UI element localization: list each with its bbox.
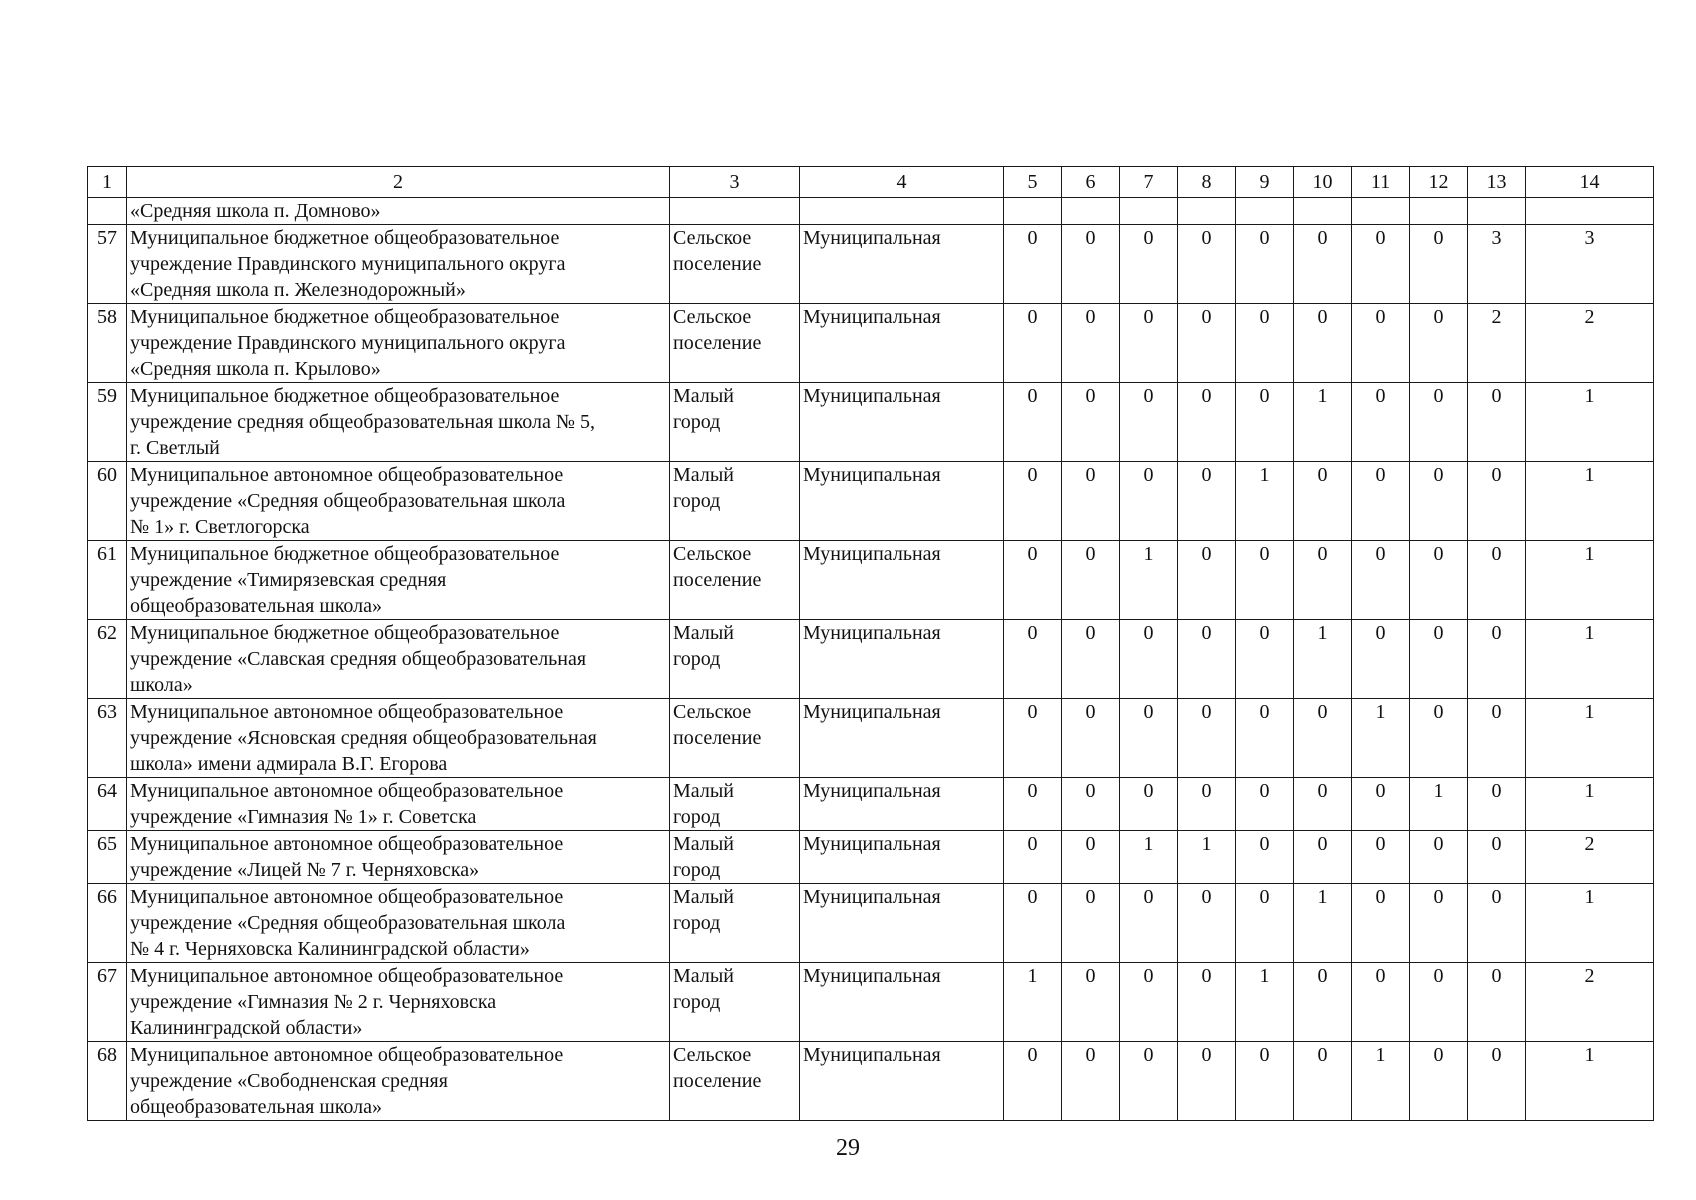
row-number: 61 <box>88 541 127 620</box>
header-cell: 7 <box>1120 167 1178 198</box>
value-cell: 0 <box>1178 620 1236 699</box>
school-name-line: школа» имени адмирала В.Г. Егорова <box>130 753 448 775</box>
school-name-cell <box>127 778 670 831</box>
school-name-line: Муниципальное автономное общеобразовательное <box>130 886 564 908</box>
value-cell: 0 <box>1236 304 1294 383</box>
value-cell: 0 <box>1120 462 1178 541</box>
school-name-line: учреждение «Славская средняя общеобразовательная <box>130 648 587 670</box>
value-cell: 0 <box>1410 462 1468 541</box>
ownership-form: Муниципальная <box>800 1042 1004 1121</box>
school-name-line: Муниципальное бюджетное общеобразовательное <box>130 543 560 565</box>
school-name-cell <box>127 1042 670 1121</box>
header-cell: 3 <box>670 167 800 198</box>
table-row <box>88 620 1654 699</box>
school-name-line: «Средняя школа п. Крылово» <box>130 358 381 380</box>
settlement-type-cell <box>670 963 800 1042</box>
value-cell: 1 <box>1236 963 1294 1042</box>
value-cell: 0 <box>1236 541 1294 620</box>
settlement-type-cell <box>670 620 800 699</box>
value-cell: 0 <box>1294 699 1352 778</box>
settlement-type-line: Малый <box>673 385 734 407</box>
value-cell: 1 <box>1526 541 1654 620</box>
value-cell: 0 <box>1410 541 1468 620</box>
ownership-form: Муниципальная <box>800 304 1004 383</box>
value-cell: 1 <box>1004 963 1062 1042</box>
value-cell: 0 <box>1004 383 1062 462</box>
school-name-cell <box>127 304 670 383</box>
school-name-line: учреждение «Средняя общеобразовательная школа <box>130 490 566 512</box>
value-cell: 0 <box>1410 699 1468 778</box>
value-cell: 0 <box>1352 831 1410 884</box>
value-cell: 0 <box>1294 963 1352 1042</box>
school-name-line: № 4 г. Черняховска Калининградской области» <box>130 938 530 960</box>
settlement-type-line: город <box>673 991 721 1013</box>
header-cell: 11 <box>1352 167 1410 198</box>
value-cell: 0 <box>1352 541 1410 620</box>
value-cell: 0 <box>1236 383 1294 462</box>
school-name-line: Муниципальное бюджетное общеобразовательное <box>130 227 560 249</box>
value-cell: 0 <box>1352 225 1410 304</box>
school-name-cell <box>127 462 670 541</box>
value-cell: 0 <box>1062 963 1120 1042</box>
settlement-type-cell <box>670 304 800 383</box>
value-cell: 0 <box>1062 778 1120 831</box>
ownership-form: Муниципальная <box>800 963 1004 1042</box>
school-name-cell <box>127 541 670 620</box>
value-cell: 0 <box>1352 620 1410 699</box>
settlement-type-line: город <box>673 490 721 512</box>
table-row <box>88 541 1654 620</box>
value-cell: 0 <box>1236 884 1294 963</box>
value-cell: 0 <box>1062 225 1120 304</box>
value-cell: 0 <box>1062 620 1120 699</box>
settlement-type-line: поселение <box>673 569 762 591</box>
value-cell: 0 <box>1178 462 1236 541</box>
value-cell: 0 <box>1468 462 1526 541</box>
school-name-line: Муниципальное бюджетное общеобразовательное <box>130 622 560 644</box>
ownership-form: Муниципальная <box>800 778 1004 831</box>
value-cell: 0 <box>1352 383 1410 462</box>
header-cell: 9 <box>1236 167 1294 198</box>
ownership-form: Муниципальная <box>800 831 1004 884</box>
settlement-type-line: город <box>673 912 721 934</box>
school-name-line: Муниципальное автономное общеобразовательное <box>130 780 564 802</box>
value-cell: 0 <box>1004 620 1062 699</box>
table-row <box>88 225 1654 304</box>
value-cell: 0 <box>1410 1042 1468 1121</box>
settlement-type-cell <box>670 462 800 541</box>
settlement-type-cell <box>670 225 800 304</box>
school-name-line: учреждение «Лицей № 7 г. Черняховска» <box>130 859 480 881</box>
school-name-cell <box>127 620 670 699</box>
value-cell: 0 <box>1468 699 1526 778</box>
value-cell: 0 <box>1410 963 1468 1042</box>
settlement-type-line: поселение <box>673 332 762 354</box>
value-cell: 0 <box>1410 620 1468 699</box>
value-cell: 0 <box>1004 541 1062 620</box>
school-name-line: учреждение «Средняя общеобразовательная школа <box>130 912 566 934</box>
settlement-type-line: Сельское <box>673 306 752 328</box>
value-cell: 1 <box>1294 884 1352 963</box>
school-name-line: учреждение «Гимназия № 2 г. Черняховска <box>130 991 497 1013</box>
settlement-type-cell <box>670 778 800 831</box>
value-cell: 0 <box>1120 304 1178 383</box>
settlement-type-cell <box>670 699 800 778</box>
settlement-type-line: Сельское <box>673 1044 752 1066</box>
header-cell: 8 <box>1178 167 1236 198</box>
value-cell: 1 <box>1178 831 1236 884</box>
value-cell: 0 <box>1120 1042 1178 1121</box>
school-name-line: Муниципальное автономное общеобразовательное <box>130 701 564 723</box>
value-cell: 3 <box>1526 225 1654 304</box>
school-name-cell <box>127 699 670 778</box>
continuation-text: «Средняя школа п. Домново» <box>127 198 670 225</box>
value-cell: 1 <box>1526 383 1654 462</box>
settlement-type-line: поселение <box>673 727 762 749</box>
value-cell: 0 <box>1468 963 1526 1042</box>
value-cell: 0 <box>1468 383 1526 462</box>
value-cell: 0 <box>1410 831 1468 884</box>
value-cell: 0 <box>1236 1042 1294 1121</box>
school-name-line: учреждение Правдинского муниципального округа <box>130 253 566 275</box>
header-cell: 1 <box>88 167 127 198</box>
header-cell: 5 <box>1004 167 1062 198</box>
value-cell: 0 <box>1468 831 1526 884</box>
value-cell: 0 <box>1178 1042 1236 1121</box>
settlement-type-line: город <box>673 806 721 828</box>
value-cell: 0 <box>1004 304 1062 383</box>
row-number: 63 <box>88 699 127 778</box>
settlement-type-cell <box>670 1042 800 1121</box>
header-cell: 12 <box>1410 167 1468 198</box>
school-name-line: общеобразовательная школа» <box>130 1096 383 1118</box>
header-cell: 10 <box>1294 167 1352 198</box>
school-name-line: г. Светлый <box>130 437 220 459</box>
school-name-line: учреждение средняя общеобразовательная школа № 5, <box>130 411 595 433</box>
settlement-type-line: Сельское <box>673 227 752 249</box>
value-cell: 2 <box>1526 831 1654 884</box>
row-number: 68 <box>88 1042 127 1121</box>
value-cell: 0 <box>1236 778 1294 831</box>
value-cell: 1 <box>1526 620 1654 699</box>
settlement-type-cell <box>670 383 800 462</box>
settlement-type-cell <box>670 541 800 620</box>
value-cell: 0 <box>1062 462 1120 541</box>
value-cell: 0 <box>1120 778 1178 831</box>
value-cell: 0 <box>1294 462 1352 541</box>
value-cell: 1 <box>1352 1042 1410 1121</box>
ownership-form: Муниципальная <box>800 225 1004 304</box>
value-cell: 0 <box>1120 620 1178 699</box>
school-name-line: общеобразовательная школа» <box>130 595 383 617</box>
value-cell: 0 <box>1062 831 1120 884</box>
value-cell: 1 <box>1526 778 1654 831</box>
value-cell: 1 <box>1526 462 1654 541</box>
row-number: 64 <box>88 778 127 831</box>
school-name-cell <box>127 831 670 884</box>
value-cell: 1 <box>1526 1042 1654 1121</box>
value-cell: 0 <box>1004 1042 1062 1121</box>
row-number: 62 <box>88 620 127 699</box>
value-cell: 0 <box>1004 462 1062 541</box>
value-cell: 0 <box>1352 462 1410 541</box>
value-cell: 0 <box>1120 884 1178 963</box>
value-cell: 0 <box>1410 225 1468 304</box>
value-cell: 0 <box>1178 304 1236 383</box>
schools-table <box>87 166 1654 1121</box>
school-name-line: Муниципальное автономное общеобразовательное <box>130 833 564 855</box>
value-cell: 1 <box>1294 620 1352 699</box>
value-cell: 2 <box>1526 963 1654 1042</box>
value-cell: 0 <box>1120 383 1178 462</box>
settlement-type-line: Малый <box>673 622 734 644</box>
settlement-type-line: Малый <box>673 965 734 987</box>
table-row <box>88 304 1654 383</box>
ownership-form: Муниципальная <box>800 541 1004 620</box>
value-cell: 0 <box>1294 225 1352 304</box>
value-cell: 0 <box>1004 778 1062 831</box>
value-cell: 0 <box>1468 778 1526 831</box>
value-cell: 0 <box>1062 383 1120 462</box>
value-cell: 0 <box>1236 831 1294 884</box>
value-cell: 0 <box>1178 778 1236 831</box>
value-cell: 0 <box>1178 699 1236 778</box>
value-cell: 1 <box>1526 699 1654 778</box>
value-cell: 0 <box>1468 620 1526 699</box>
value-cell: 0 <box>1120 225 1178 304</box>
table-row <box>88 383 1654 462</box>
row-number: 58 <box>88 304 127 383</box>
ownership-form: Муниципальная <box>800 383 1004 462</box>
table-row <box>88 462 1654 541</box>
value-cell: 0 <box>1178 225 1236 304</box>
school-name-line: «Средняя школа п. Железнодорожный» <box>130 279 466 301</box>
table-row <box>88 963 1654 1042</box>
value-cell: 0 <box>1178 884 1236 963</box>
table-row <box>88 778 1654 831</box>
value-cell: 0 <box>1468 884 1526 963</box>
school-name-line: Муниципальное бюджетное общеобразовательное <box>130 306 560 328</box>
settlement-type-line: город <box>673 859 721 881</box>
value-cell: 0 <box>1294 541 1352 620</box>
value-cell: 1 <box>1294 383 1352 462</box>
value-cell: 0 <box>1236 225 1294 304</box>
value-cell: 1 <box>1410 778 1468 831</box>
settlement-type-cell <box>670 831 800 884</box>
value-cell: 2 <box>1526 304 1654 383</box>
school-name-line: Муниципальное бюджетное общеобразовательное <box>130 385 560 407</box>
school-name-line: учреждение Правдинского муниципального округа <box>130 332 566 354</box>
settlement-type-line: город <box>673 648 721 670</box>
value-cell: 2 <box>1468 304 1526 383</box>
value-cell: 0 <box>1352 884 1410 963</box>
school-name-cell <box>127 884 670 963</box>
school-name-line: Калининградской области» <box>130 1017 363 1039</box>
value-cell: 0 <box>1178 963 1236 1042</box>
table-row <box>88 831 1654 884</box>
value-cell: 0 <box>1468 1042 1526 1121</box>
school-name-cell <box>127 383 670 462</box>
value-cell: 0 <box>1410 304 1468 383</box>
row-number: 57 <box>88 225 127 304</box>
ownership-form: Муниципальная <box>800 462 1004 541</box>
value-cell: 0 <box>1178 383 1236 462</box>
settlement-type-cell <box>670 884 800 963</box>
settlement-type-line: Сельское <box>673 701 752 723</box>
row-number: 59 <box>88 383 127 462</box>
school-name-line: № 1» г. Светлогорска <box>130 516 310 538</box>
table-header-row <box>88 167 1654 198</box>
value-cell: 1 <box>1120 541 1178 620</box>
value-cell: 0 <box>1062 304 1120 383</box>
settlement-type-line: Малый <box>673 464 734 486</box>
table-row <box>88 1042 1654 1121</box>
value-cell: 0 <box>1062 1042 1120 1121</box>
value-cell: 0 <box>1004 225 1062 304</box>
table-row <box>88 699 1654 778</box>
settlement-type-line: город <box>673 411 721 433</box>
value-cell: 0 <box>1352 778 1410 831</box>
value-cell: 0 <box>1294 778 1352 831</box>
value-cell: 0 <box>1178 541 1236 620</box>
value-cell: 1 <box>1352 699 1410 778</box>
header-cell: 2 <box>127 167 670 198</box>
header-cell: 13 <box>1468 167 1526 198</box>
ownership-form: Муниципальная <box>800 620 1004 699</box>
header-cell: 14 <box>1526 167 1654 198</box>
table-row <box>88 884 1654 963</box>
value-cell: 0 <box>1410 884 1468 963</box>
school-name-line: учреждение «Свободненская средняя <box>130 1070 448 1092</box>
value-cell: 0 <box>1120 963 1178 1042</box>
settlement-type-line: Малый <box>673 780 734 802</box>
value-cell: 0 <box>1294 831 1352 884</box>
school-name-line: школа» <box>130 674 193 696</box>
school-name-line: Муниципальное автономное общеобразовательное <box>130 965 564 987</box>
continuation-row <box>88 198 1654 225</box>
settlement-type-line: Сельское <box>673 543 752 565</box>
value-cell: 0 <box>1410 383 1468 462</box>
header-cell: 4 <box>800 167 1004 198</box>
school-name-line: Муниципальное автономное общеобразовательное <box>130 464 564 486</box>
row-number: 60 <box>88 462 127 541</box>
row-number: 66 <box>88 884 127 963</box>
settlement-type-line: Малый <box>673 833 734 855</box>
row-number: 65 <box>88 831 127 884</box>
school-name-cell <box>127 963 670 1042</box>
value-cell: 0 <box>1468 541 1526 620</box>
value-cell: 1 <box>1236 462 1294 541</box>
value-cell: 0 <box>1352 963 1410 1042</box>
settlement-type-line: поселение <box>673 253 762 275</box>
school-name-line: учреждение «Ясновская средняя общеобразовательная <box>130 727 597 749</box>
value-cell: 0 <box>1062 699 1120 778</box>
value-cell: 0 <box>1236 699 1294 778</box>
value-cell: 0 <box>1294 1042 1352 1121</box>
value-cell: 3 <box>1468 225 1526 304</box>
ownership-form: Муниципальная <box>800 884 1004 963</box>
value-cell: 0 <box>1004 699 1062 778</box>
value-cell: 0 <box>1062 541 1120 620</box>
settlement-type-line: Малый <box>673 886 734 908</box>
value-cell: 0 <box>1004 831 1062 884</box>
school-name-line: Муниципальное автономное общеобразовательное <box>130 1044 564 1066</box>
settlement-type-line: поселение <box>673 1070 762 1092</box>
value-cell: 1 <box>1120 831 1178 884</box>
row-number: 67 <box>88 963 127 1042</box>
value-cell: 0 <box>1236 620 1294 699</box>
value-cell: 1 <box>1526 884 1654 963</box>
school-name-cell <box>127 225 670 304</box>
value-cell: 0 <box>1294 304 1352 383</box>
value-cell: 0 <box>1120 699 1178 778</box>
school-name-line: учреждение «Гимназия № 1» г. Советска <box>130 806 477 828</box>
page-number: 29 <box>836 1135 860 1161</box>
value-cell: 0 <box>1004 884 1062 963</box>
header-cell: 6 <box>1062 167 1120 198</box>
school-name-line: учреждение «Тимирязевская средняя <box>130 569 447 591</box>
value-cell: 0 <box>1352 304 1410 383</box>
value-cell: 0 <box>1062 884 1120 963</box>
ownership-form: Муниципальная <box>800 699 1004 778</box>
